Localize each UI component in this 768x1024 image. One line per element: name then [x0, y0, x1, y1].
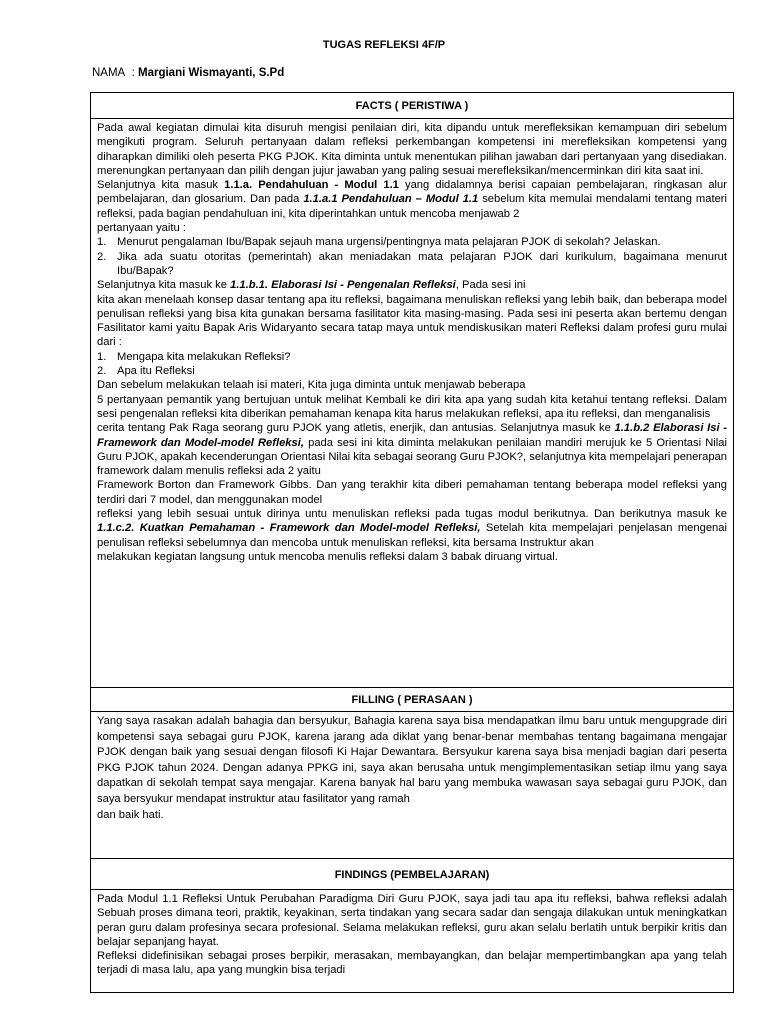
filling-header: FILLING ( PERASAAN )	[90, 687, 734, 712]
filling-paragraph-1: Yang saya rasakan adalah bahagia dan bersyukur, Bahagia karena saya bisa mendapatkan ilmu baru untuk mengupgrade diri kompetensi saya sebagai guru PJOK, karena jarang ada diklat yang benar-benar membahas tentang bagaimana mengajar PJOK dengan baik yang sesuai dengan filosofi Ki Hajar Dewantara. Bersyukur karena saya bisa menjadi bagian dari peserta PKG PJOK tahun 2024. Dengan adanya PPKG ini, saya akan berusaha untuk mengimplementasikan setiap ilmu yang saya dapatkan di sekolah tempat saya mengajar. Karena banyak hal baru yang membuka wawasan saya sebagai guru PJOK, dan saya bersyukur mendapat instruktur atau fasilitator yang ramah	[97, 715, 727, 805]
facts-paragraph-9: Framework Borton dan Framework Gibbs. Dan yang terakhir kita diberi pemahaman tentang beberapa model refleksi yang terdiri dari 7 model, dan menggunakan model	[97, 479, 727, 506]
text: Setelah kita mempelajari penjelasan mengenai penulisan refleksi sebelumnya dan mencoba untuk menuliskan refleksi, kita bersama Instruktur akan	[97, 522, 727, 549]
text: cerita tentang Pak Raga seorang guru PJOK yang atletis, enerjik, dan antusias. Selanjutnya masuk ke	[97, 422, 615, 435]
facts-paragraph-1: Pada awal kegiatan dimulai kita disuruh mengisi penilaian diri, kita dipandu untuk merefleksikan kemampuan diri sebelum mengikuti program. Seluruh pertanyaan dalam refleksi perkembangan kompetensi ini merefleksikan kompetensi yang diharapkan dimiliki oleh peserta PKG PJOK. Kita diminta untuk menentukan pilihan jawaban dari pertanyaan yang disediakan. merenungkan pertanyaan dan pilih dengan jujur jawaban yang paling sesuai merefleksikan/mencerminkan diri kita saat ini.	[97, 122, 727, 177]
findings-paragraph-2: Refleksi didefinisikan sebagai proses berpikir, merasakan, membayangkan, dan belajar mempertimbangkan apa yang telah terjadi di masa lalu, apa yang mungkin bisa terjadi	[97, 950, 727, 977]
module-ref: 1.1.b.2 Elaborasi Isi - Framework dan Model-model Refleksi,	[97, 422, 727, 449]
text: pada sesi ini kita diminta melakukan penilaian mandiri merujuk ke 5 Orientasi Nilai Guru PJOK, apakah kecenderungan Orientasi Nilai kita sebagai seorang Guru PJOK?, selanjutnya kita mempelajari penerapan framework dalam menulis refleksi ada 2 yaitu	[97, 436, 727, 478]
list-item	[97, 350, 727, 364]
module-ref: 1.1.c.2. Kuatkan Pemahaman - Framework dan Model-model Refleksi,	[97, 522, 481, 535]
facts-paragraph-10	[97, 507, 727, 550]
list-text: Mengapa kita melakukan Refleksi?	[117, 350, 291, 363]
facts-body	[90, 118, 734, 688]
name-value: Margiani Wismayanti, S.Pd	[138, 67, 285, 79]
facts-paragraph-11: melakukan kegiatan langsung untuk mencoba menulis refleksi dalam 3 babak diruang virtual.	[97, 550, 558, 563]
findings-paragraph-1: Pada Modul 1.1 Refleksi Untuk Perubahan Paradigma Diri Guru PJOK, saya jadi tau apa itu refleksi, bahwa refleksi adalah Sebuah proses dimana teori, praktik, keyakinan, serta tindakan yang secara sadar dan sengaja dilakukan untuk meningkatkan peran guru dalam profesinya secara profesional. Selama melakukan refleksi, guru akan selalu berlatih untuk berpikir kritis dan belajar sepanjang hayat.	[97, 893, 727, 948]
facts-paragraph-5: kita akan menelaah konsep dasar tentang apa itu refleksi, bagaimana menuliskan refleksi yang lebih baik, dan beberapa model penulisan refleksi yang bisa kita gunakan bersama fasilitator kita masing-masing. Pada sesi ini peserta akan bertemu dengan Fasilitator kami yaitu Bapak Aris Widaryanto secara tatap maya untuk mendiskusikan materi Refleksi dalam profesi guru mulai dari :	[97, 293, 727, 349]
facts-paragraph-3: pertanyaan yaitu :	[97, 222, 186, 235]
findings-body	[90, 889, 734, 993]
list-item	[97, 250, 727, 279]
text: Selanjutnya kita masuk	[97, 179, 225, 192]
filling-body	[90, 711, 734, 859]
facts-paragraph-2	[97, 178, 727, 221]
module-ref: 1.1.b.1. Elaborasi Isi - Pengenalan Refleksi	[230, 279, 456, 292]
text: Selanjutnya kita masuk ke	[97, 279, 231, 292]
list-item	[97, 364, 727, 378]
filling-paragraph-2: dan baik hati.	[97, 808, 164, 821]
name-line: NAMA : Margiani Wismayanti, S.Pd	[92, 67, 285, 79]
facts-paragraph-7: 5 pertanyaan pemantik yang bertujuan untuk melihat Kembali ke diri kita apa yang sudah kita ketahui tentang refleksi. Dalam sesi pengenalan refleksi kita diberikan pemahaman kenapa kita harus melakukan refleksi, apa itu refleksi, dan menganalisis	[97, 393, 727, 420]
list-text: Apa itu Refleksi	[117, 365, 195, 378]
module-ref: 1.1.a. Pendahuluan - Modul 1.1	[224, 179, 399, 192]
list-number: 1.	[97, 236, 107, 249]
list-text: Menurut pengalaman Ibu/Bapak sejauh mana urgensi/pentingnya mata pelajaran PJOK di sekolah? Jelaskan.	[117, 236, 661, 249]
facts-paragraph-8	[97, 421, 727, 478]
list-number: 2.	[97, 365, 107, 378]
list-number: 1.	[97, 350, 107, 363]
facts-header: FACTS ( PERISTIWA )	[90, 92, 734, 119]
text: sebelum kita memulai mendalami tentang materi refleksi, pada bagian pendahuluan ini, kita diperintahkan untuk mencoba menjawab 2	[97, 193, 728, 220]
name-label: NAMA	[92, 67, 126, 79]
list-text: Jika ada suatu otoritas (pemerintah) akan meniadakan mata pelajaran PJOK dari kurikulum, bagaimana menurut Ibu/Bapak?	[117, 250, 727, 277]
findings-header: FINDINGS (PEMBELAJARAN)	[90, 858, 734, 890]
facts-paragraph-4	[97, 278, 727, 292]
module-ref: 1.1.a.1 Pendahuluan – Modul 1.1	[303, 193, 479, 206]
document-title: TUGAS REFLEKSI 4F/P	[322, 39, 446, 51]
list-number: 2.	[97, 250, 107, 263]
list-item	[97, 235, 727, 249]
text: refleksi yang lebih sesuai untuk dirinya untu menuliskan refleksi pada tugas modul berikutnya. Dan berikutnya masuk ke	[97, 508, 727, 521]
facts-paragraph-6: Dan sebelum melakukan telaah isi materi, Kita juga diminta untuk menjawab beberapa	[97, 379, 526, 392]
text: yang didalamnya berisi capaian pembelajaran, ringkasan alur pembelajaran, dan glosarium. Dan pada	[97, 179, 727, 206]
text: , Pada sesi ini	[455, 279, 526, 292]
